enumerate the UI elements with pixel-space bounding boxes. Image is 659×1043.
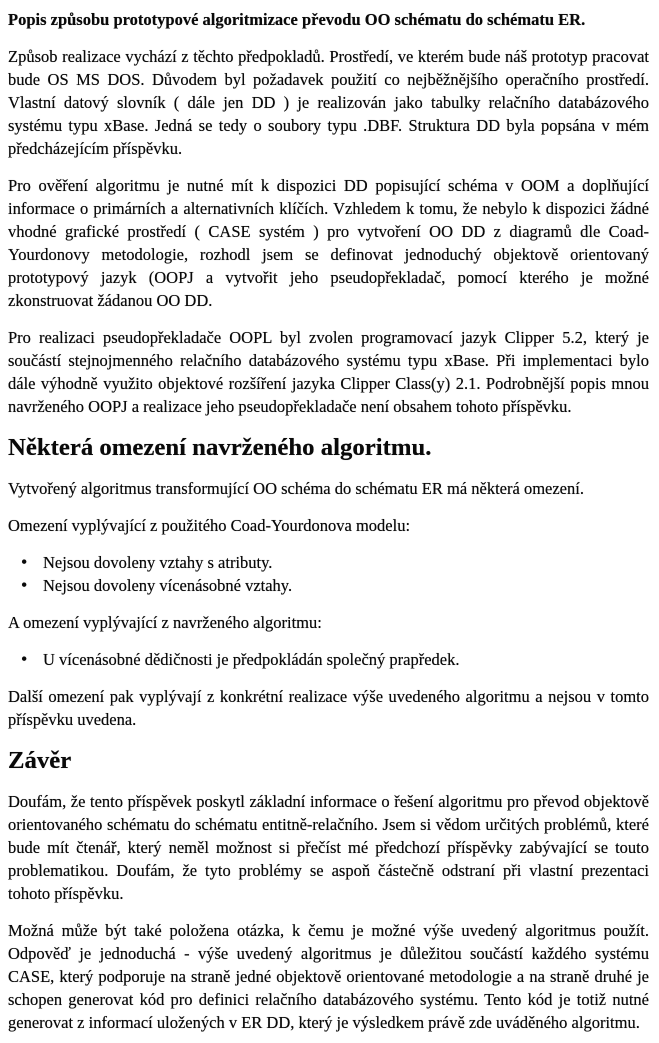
paragraph-dd-verification: Pro ověření algoritmu je nutné mít k dispozici DD popisující schéma v OOM a doplňující informace o primárních a alternativních klíčích. Vzhledem k tomu, že nebylo k dispozici žádné vhodné grafické prostředí ( CASE systém ) pro vytvoření OO DD z diagramů dle Coad-Yourdonovy metodologie, rozhodl jsem se definovat jednoduchý objektově orientovaný prototypový jazyk (OOPJ a vytvořit jeho pseudopřekladač, pomocí kterého je možné zkonstruovat žádanou OO DD. bbox=[8, 176, 649, 310]
paper-title: Popis způsobu prototypové algoritmizace převodu OO schématu do schématu ER. bbox=[8, 10, 586, 29]
bullet-item-no-multiple-relationships: • Nejsou dovoleny vícenásobné vztahy. bbox=[21, 574, 649, 597]
paragraph-algorithm-limitations-intro: Vytvořený algoritmus transformující OO schéma do schématu ER má některá omezení. bbox=[8, 479, 584, 498]
paragraph-conclusion-usage: Možná může být také položena otázka, k čemu je možné výše uvedený algoritmus použít. Odpověď je jednoduchá - výše uvedený algoritmus je důležitou součástí každého systému CASE, který podporuje na straně jedné objektově orientované metodologie a na straně druhé je schopen generovat kód pro definici relačního databázového systému. Tento kód je totiž nutné generovat z informací uložených v ER DD, který je výsledkem právě zde uváděného algoritmu. bbox=[8, 921, 649, 1032]
paragraph-algorithm-limitations-label: A omezení vyplývající z navrženého algoritmu: bbox=[8, 613, 322, 632]
bullet-list-model-limitations bbox=[8, 551, 649, 597]
bullet-item-no-relationship-attributes: • Nejsou dovoleny vztahy s atributy. bbox=[21, 551, 649, 574]
paragraph-conclusion-hope: Doufám, že tento příspěvek poskytl základní informace o řešení algoritmu pro převod objektově orientovaného schématu do schématu entitně-relačního. Jsem si vědom určitých problémů, které bude mít čtenář, který neměl možnost si přečíst mé předchozí příspěvky zabývající se touto problematikou. Doufám, že tyto problémy se aspoň částečně odstraní při vlastní prezentaci tohoto příspěvku. bbox=[8, 792, 649, 903]
bullet-item-multiple-inheritance-ancestor: • U vícenásobné dědičnosti je předpokládán společný prapředek. bbox=[21, 648, 649, 671]
section-heading-conclusion: Závěr bbox=[8, 747, 72, 774]
paragraph-coad-yourdon-limitations-label: Omezení vyplývající z použitého Coad-Yourdonova modelu: bbox=[8, 516, 411, 535]
bullet-list-algorithm-limitations bbox=[8, 648, 649, 671]
paragraph-realization-assumptions: Způsob realizace vychází z těchto předpokladů. Prostředí, ve kterém bude náš prototyp pracovat bude OS MS DOS. Důvodem byl požadavek použití co nejběžnějšího operačního prostředí. Vlastní datový slovník ( dále jen DD ) je realizován jako tabulky relačního databázového systému typu xBase. Jedná se tedy o soubory typu .DBF. Struktura DD byla popsána v mém předcházejícím příspěvku. bbox=[8, 47, 649, 158]
paragraph-clipper-implementation: Pro realizaci pseudopřekladače OOPL byl zvolen programovací jazyk Clipper 5.2, který je součástí stejnojmenného relačního databázového systému typu xBase. Při implementaci bylo dále výhodně využito objektové rozšíření jazyka Clipper Class(y) 2.1. Podrobnější popis mnou navrženého OOPJ a realizace jeho pseudopřekladače není obsahem tohoto příspěvku. bbox=[8, 328, 649, 416]
section-heading-limitations: Některá omezení navrženého algoritmu. bbox=[8, 434, 432, 461]
paragraph-further-limitations: Další omezení pak vyplývají z konkrétní realizace výše uvedeného algoritmu a nejsou v tomto příspěvku uvedena. bbox=[8, 687, 649, 729]
